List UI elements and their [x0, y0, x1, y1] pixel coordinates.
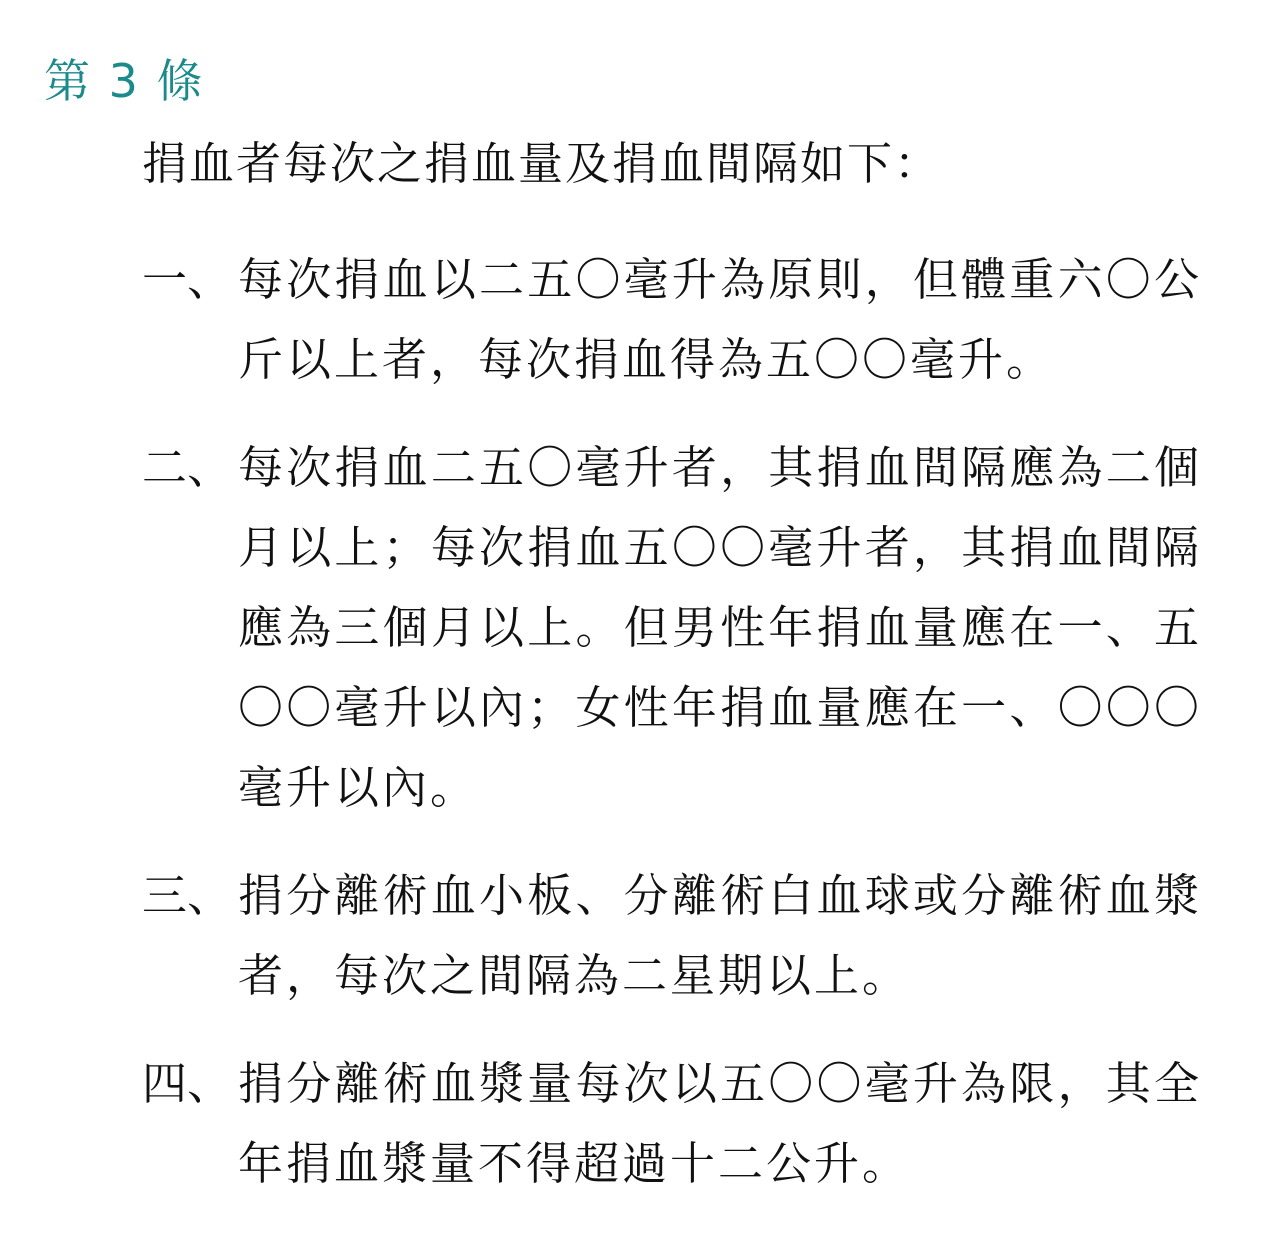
clause-text: 捐分離術血漿量每次以五〇〇毫升為限，其全年捐血漿量不得超過十二公升。 — [238, 1057, 1202, 1190]
clause-number: 二、 — [142, 441, 233, 494]
clause-text: 每次捐血二五〇毫升者，其捐血間隔應為二個月以上；每次捐血五〇〇毫升者，其捐血間隔應為三個月以上。但男性年捐血量應在一、五〇〇毫升以內；女性年捐血量應在一、〇〇〇毫升以內。 — [238, 441, 1202, 814]
clause-number: 四、 — [142, 1057, 233, 1110]
clause-list — [142, 240, 1202, 1204]
clause-item — [142, 240, 1202, 400]
clause-item — [142, 856, 1202, 1016]
clause-text: 每次捐血以二五〇毫升為原則，但體重六〇公斤以上者，每次捐血得為五〇〇毫升。 — [238, 253, 1202, 386]
clause-item — [142, 428, 1202, 828]
article-title: 第 3 條 — [44, 54, 205, 108]
article-intro: 捐血者每次之捐血量及捐血間隔如下： — [142, 137, 942, 190]
clause-number: 三、 — [142, 869, 233, 922]
clause-item — [142, 1044, 1202, 1204]
clause-text: 捐分離術血小板、分離術白血球或分離術血漿者，每次之間隔為二星期以上。 — [238, 869, 1202, 1002]
clause-number: 一、 — [142, 253, 233, 306]
